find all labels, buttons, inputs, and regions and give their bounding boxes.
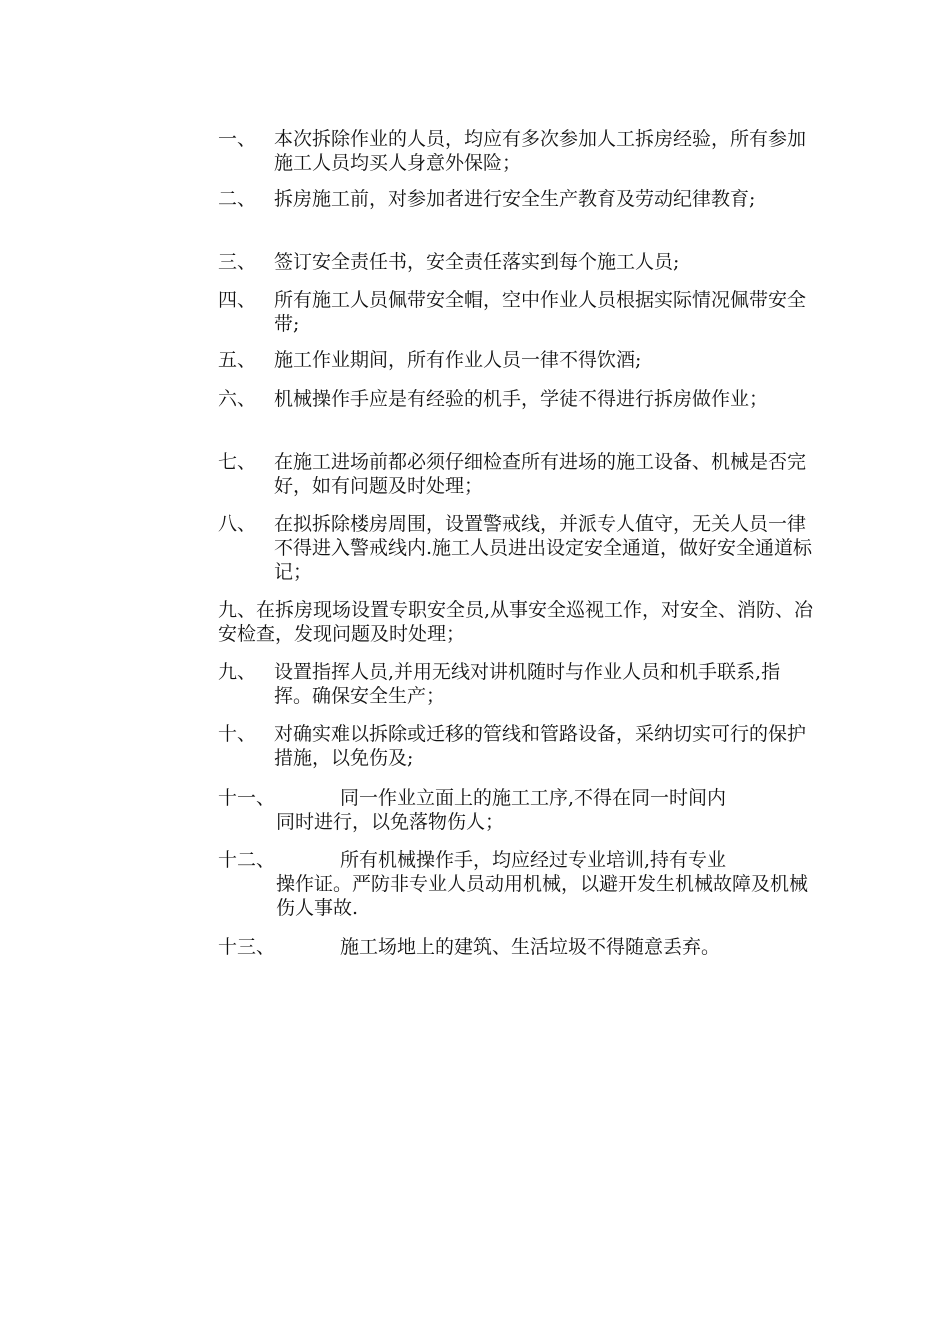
item-text (276, 786, 814, 834)
item-number: 九、 (218, 661, 257, 683)
item-number: 五、 (218, 349, 257, 371)
item-number: 二、 (218, 188, 257, 210)
item-text: 拆房施工前，对参加者进行安全生产教育及劳动纪律教育; (274, 188, 756, 210)
list-item (218, 722, 818, 770)
item-text-line: 同时进行，以免落物伤人； (276, 811, 505, 833)
item-text-line: 所有机械操作手，均应经过专业培训,持有专业 (340, 849, 727, 871)
list-item (218, 786, 818, 834)
item-text: 在拟拆除楼房周围，设置警戒线，并派专人值守，无关人员一律不得进入警戒线内.施工人员进出设定安全通道，做好安全通道标记； (274, 513, 813, 583)
list-item (218, 288, 818, 336)
list-item (218, 348, 818, 372)
item-number: 三、 (218, 251, 257, 273)
item-number: 九、 (218, 599, 257, 621)
item-text-line: 同一作业立面上的施工工序,不得在同一时间内 (340, 787, 727, 809)
item-text-line: 操作证。严防非专业人员动用机械，以避开发生机械故障及机械伤人事故. (276, 873, 809, 919)
list-item (218, 848, 818, 920)
item-number: 七、 (218, 451, 257, 473)
list-item (218, 387, 818, 411)
list-item (218, 450, 818, 498)
item-number: 一、 (218, 128, 257, 150)
item-text: 签订安全责任书，安全责任落实到每个施工人员; (274, 251, 680, 273)
list-item (218, 127, 818, 175)
item-text: 在施工进场前都必须仔细检查所有进场的施工设备、机械是否完好，如有问题及时处理； (274, 451, 807, 497)
item-number: 十二、 (218, 849, 276, 871)
item-text (276, 848, 814, 920)
item-text: 在拆房现场设置专职安全员,从事安全巡视工作，对安全、消防、冶安检查，发现问题及时处理； (218, 599, 814, 645)
item-text: 机械操作手应是有经验的机手，学徒不得进行拆房做作业； (274, 388, 769, 410)
item-text: 设置指挥人员,并用无线对讲机随时与作业人员和机手联系,指挥。确保安全生产； (274, 661, 781, 707)
item-number: 十一、 (218, 787, 276, 809)
list-item (218, 598, 828, 646)
item-text: 施工作业期间，所有作业人员一律不得饮酒; (274, 349, 642, 371)
item-text: 对确实难以拆除或迁移的管线和管路设备，采纳切实可行的保护措施，以免伤及; (274, 723, 807, 769)
item-number: 四、 (218, 289, 257, 311)
item-text (340, 935, 814, 959)
list-item (218, 250, 818, 274)
list-item (218, 660, 818, 708)
item-number: 六、 (218, 388, 257, 410)
item-text-line: 施工场地上的建筑、生活垃圾不得随意丢弃。 (340, 936, 721, 958)
list-item (218, 512, 818, 584)
item-number: 八、 (218, 513, 257, 535)
item-text: 本次拆除作业的人员，均应有多次参加人工拆房经验，所有参加施工人员均买人身意外保险； (274, 128, 807, 174)
item-number: 十三、 (218, 936, 276, 958)
list-item (218, 187, 818, 211)
list-item (218, 935, 818, 959)
item-number: 十、 (218, 723, 257, 745)
item-text: 所有施工人员佩带安全帽，空中作业人员根据实际情况佩带安全带; (274, 289, 807, 335)
